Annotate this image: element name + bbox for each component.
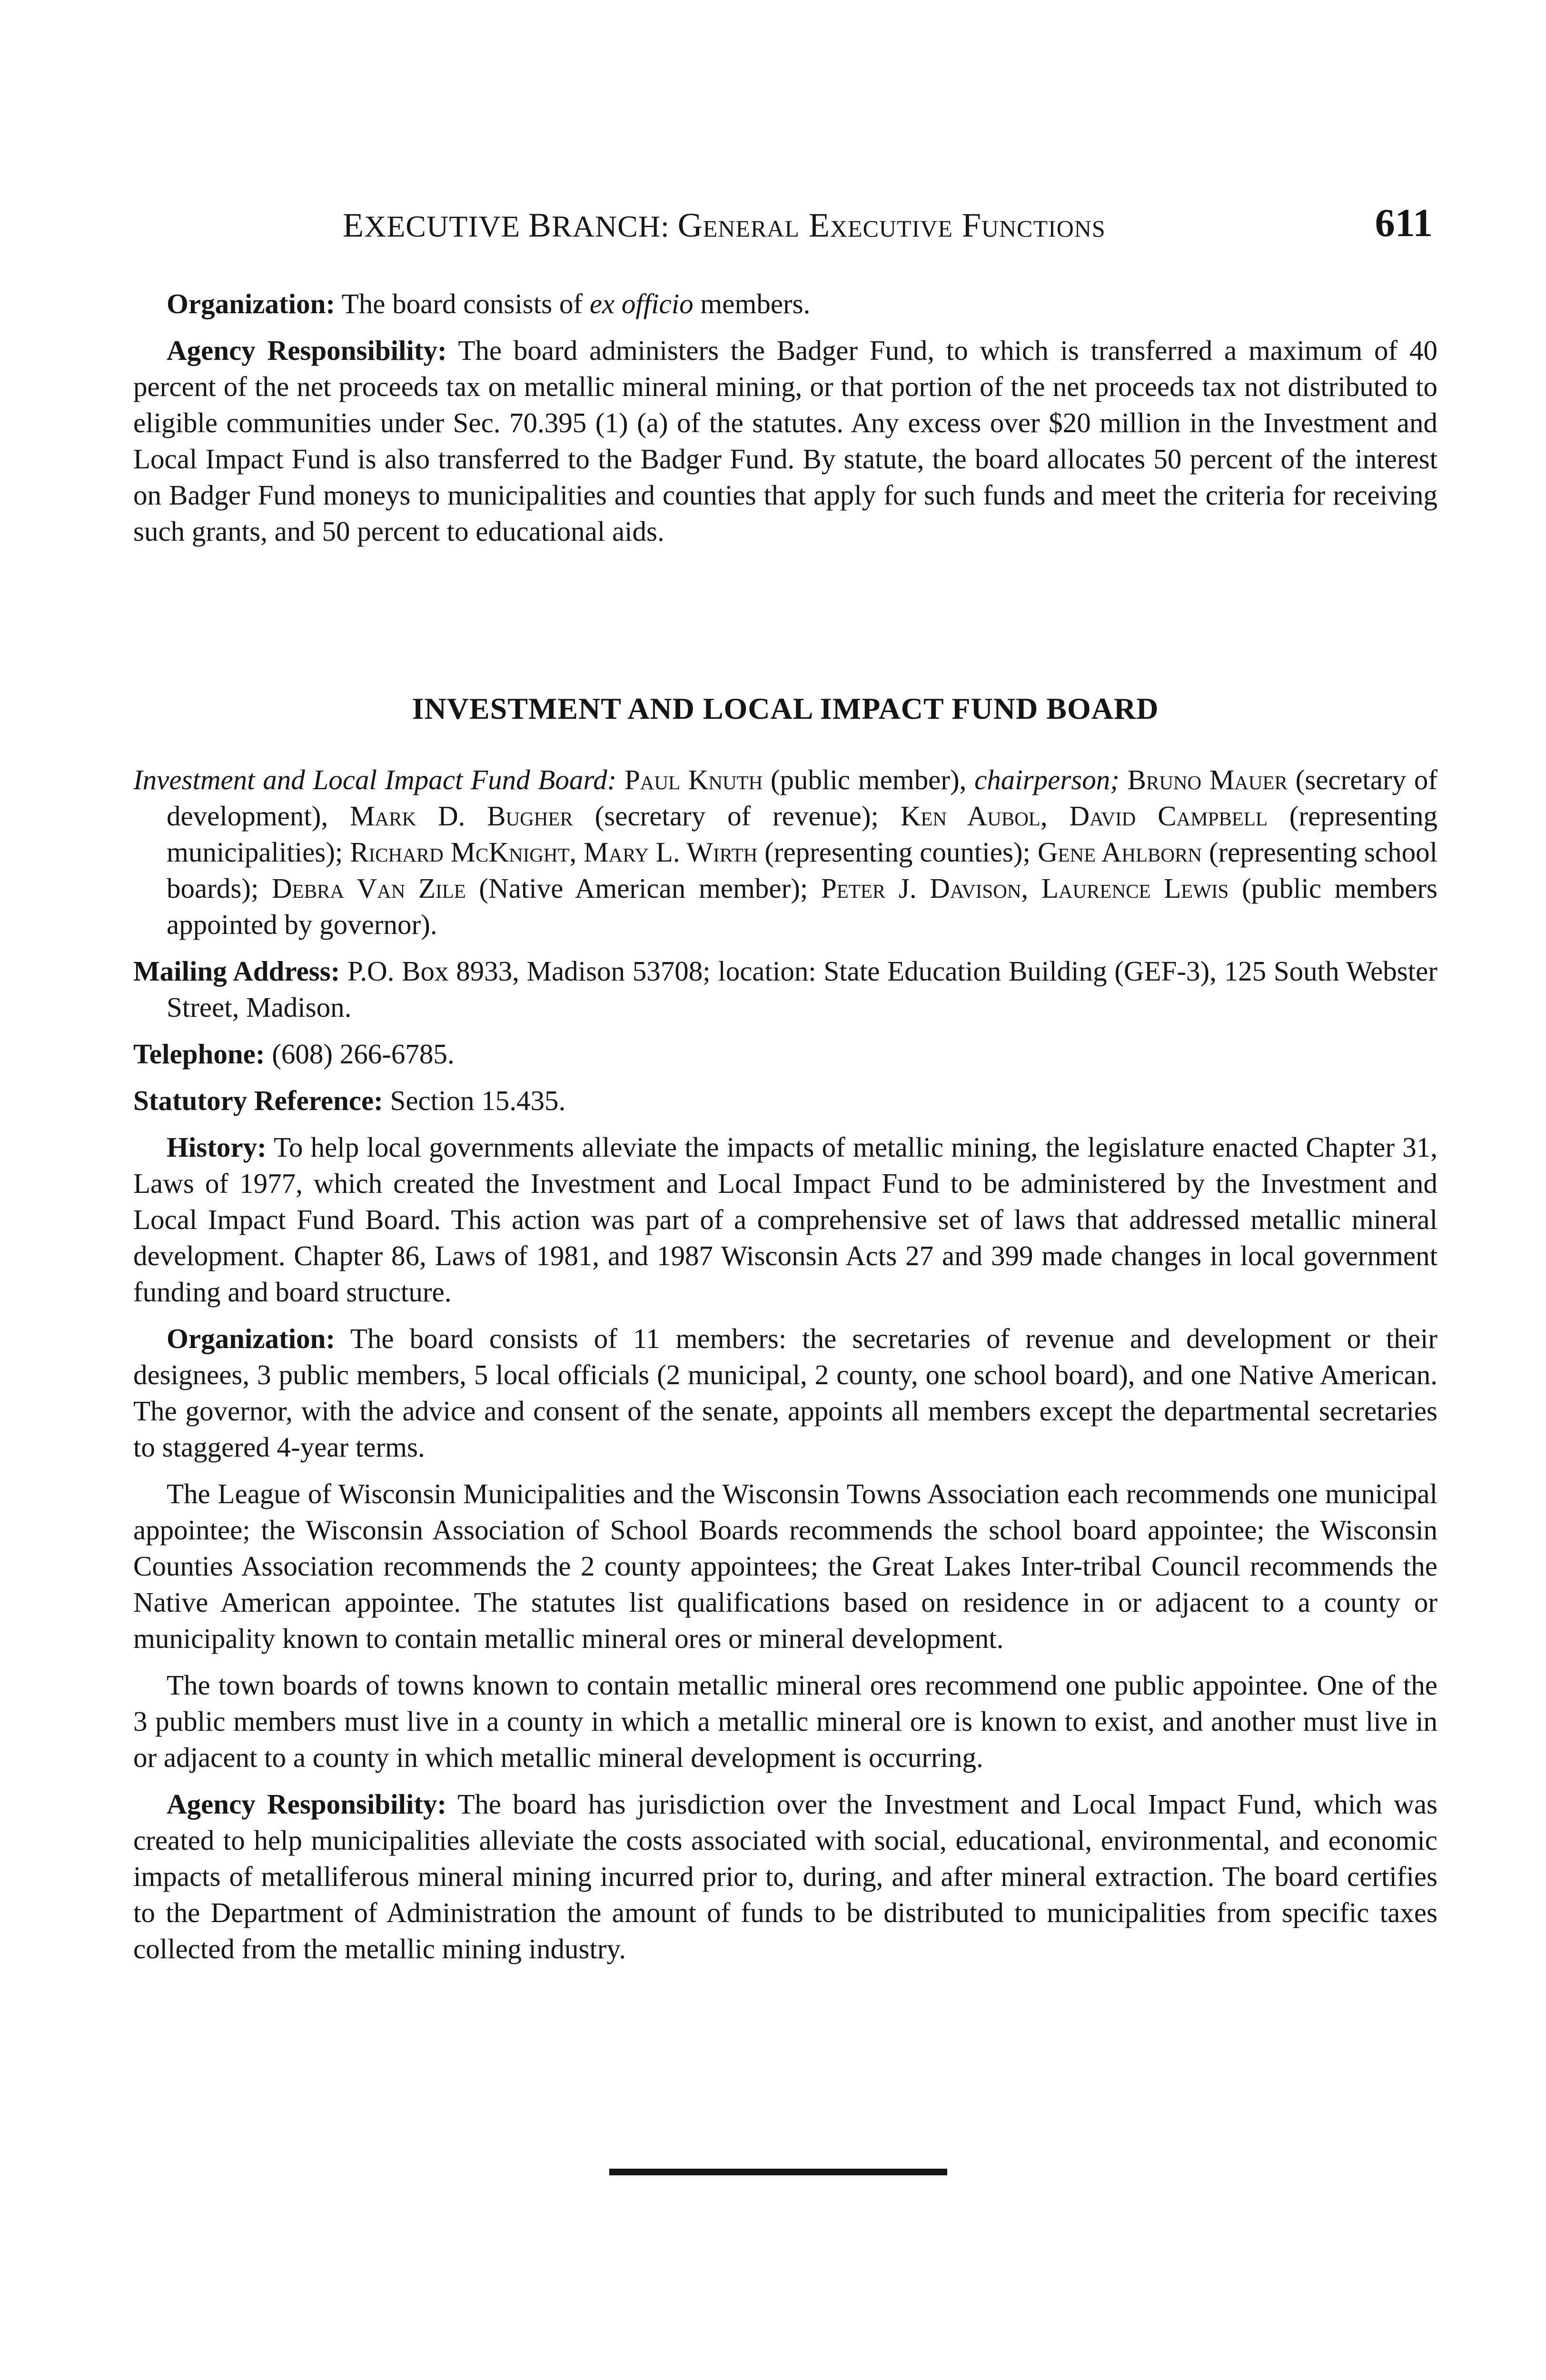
running-head-section	[343, 206, 1106, 245]
member-2-role: (secretary of development),	[167, 764, 1437, 832]
member-1-role: (public member),	[763, 764, 975, 795]
agency-responsibility-text: The board has jurisdiction over the Investment and Local Impact Fund, which was created to help municipalities alleviate the costs associated with social, educational, environmental, and economic impacts of metalliferous mineral mining incurred prior to, during, and after mineral extraction. The board certifies to the Department of Administration the amount of funds to be distributed to municipalities from specific taxes collected from the metallic mining industry.	[133, 1788, 1437, 1964]
member-8-role: (public members appointed by governor).	[167, 873, 1438, 940]
page-number: 611	[1375, 201, 1433, 245]
member-7-role: (Native American member);	[466, 873, 821, 904]
badger-organization-paragraph	[133, 286, 1437, 322]
badger-board-section	[133, 286, 1437, 560]
member-8-name: Peter J. Davison, Laurence Lewis	[821, 873, 1229, 904]
telephone-text: (608) 266-6785.	[272, 1038, 455, 1070]
history-paragraph	[133, 1129, 1437, 1310]
statutory-reference-text: Section 15.435.	[390, 1085, 566, 1116]
section-small-1: XECUTIVE	[364, 209, 528, 243]
telephone-label: Telephone:	[133, 1038, 265, 1070]
section-end-rule	[609, 2169, 947, 2175]
section-cap-1: E	[343, 206, 364, 244]
badger-responsibility-text: The board administers the Badger Fund, to which is transferred a maximum of 40 percent of the net proceeds tax on metallic mineral mining, or that portion of the net proceeds tax not distributed to eligible communities under Sec. 70.395 (1) (a) of the statutes. Any excess over $20 million in the Investment and Local Impact Fund is also transferred to the Badger Fund. By statute, the board allocates 50 percent of the interest on Badger Fund moneys to municipalities and counties that apply for such funds and meet the criteria for receiving such grants, and 50 percent to educational aids.	[133, 335, 1437, 547]
member-6-role: (representing school boards);	[167, 836, 1437, 904]
history-label: History:	[167, 1131, 267, 1163]
investment-board-section	[133, 762, 1437, 1977]
statutory-reference-paragraph	[133, 1082, 1437, 1119]
member-1-title: chairperson;	[974, 764, 1120, 795]
member-2-name: Bruno Mauer	[1119, 764, 1288, 795]
badger-organization-text-italic: ex officio	[589, 288, 694, 319]
member-6-name: Gene Ahlborn	[1037, 836, 1202, 868]
member-1-name: Paul Knuth	[624, 764, 763, 795]
organization-label: Organization:	[167, 1323, 335, 1354]
organization-paragraph	[133, 1320, 1437, 1465]
member-4-role: (representing municipalities);	[167, 800, 1438, 868]
badger-organization-text-post: members.	[693, 288, 811, 319]
section-cap-2: B	[528, 206, 552, 244]
statutory-reference-label: Statutory Reference:	[133, 1085, 383, 1116]
member-5-role: (representing counties);	[757, 836, 1038, 868]
badger-responsibility-paragraph	[133, 332, 1437, 549]
telephone-paragraph	[133, 1036, 1437, 1072]
badger-responsibility-label: Agency Responsibility:	[167, 335, 447, 366]
organization-text: The board consists of 11 members: the secretaries of revenue and development or their designees, 3 public members, 5 local officials (2 municipal, 2 county, one school board), and one Native American. The governor, with the advice and consent of the senate, appoints all members except the departmental secretaries to staggered 4-year terms.	[133, 1323, 1438, 1463]
member-7-name: Debra Van Zile	[271, 873, 466, 904]
member-3-role: (secretary of revenue);	[573, 800, 901, 832]
history-text: To help local governments alleviate the impacts of metallic mining, the legislature enacted Chapter 31, Laws of 1977, which created the Investment and Local Impact Fund to be administered by the Investment and Local Impact Fund Board. This action was part of a comprehensive set of laws that addressed metallic mineral development. Chapter 86, Laws of 1981, and 1987 Wisconsin Acts 27 and 399 made changes in local government funding and board structure.	[133, 1131, 1437, 1308]
badger-organization-text-pre: The board consists of	[341, 288, 590, 319]
running-head	[133, 200, 1437, 252]
section-heading: INVESTMENT AND LOCAL IMPACT FUND BOARD	[412, 692, 1159, 725]
board-members-label: Investment and Local Impact Fund Board:	[133, 764, 617, 795]
section-small-2: RANCH:	[551, 209, 678, 243]
agency-responsibility-paragraph	[133, 1786, 1437, 1967]
league-paragraph: The League of Wisconsin Municipalities and the Wisconsin Towns Association each recommends one municipal appointee; the Wisconsin Association of School Boards recommends the school board appointee; the Wisconsin Counties Association recommends the 2 county appointees; the Great Lakes Inter-tribal Council recommends the Native American appointee. The statutes list qualifications based on residence in or adjacent to a county or municipality known to contain metallic mineral ores or mineral development.	[133, 1478, 1437, 1654]
badger-organization-label: Organization:	[167, 288, 335, 319]
agency-responsibility-label: Agency Responsibility:	[167, 1788, 447, 1820]
mailing-address-paragraph	[133, 953, 1437, 1025]
member-3-name: Mark D. Bugher	[350, 800, 573, 832]
document-page	[133, 0, 1437, 2380]
member-4-name: Ken Aubol, David Campbell	[900, 800, 1268, 832]
section-title: General Executive Functions	[677, 206, 1106, 244]
mailing-address-text: P.O. Box 8933, Madison 53708; location: State Education Building (GEF-3), 125 South Webster Street, Madison.	[167, 955, 1437, 1023]
member-5-name: Richard McKnight, Mary L. Wirth	[350, 836, 758, 868]
board-members-paragraph	[133, 762, 1437, 942]
mailing-address-label: Mailing Address:	[133, 955, 340, 987]
town-boards-paragraph: The town boards of towns known to contain metallic mineral ores recommend one public appointee. One of the 3 public members must live in a county in which a metallic mineral ore is known to exist, and another must live in or adjacent to a county in which metallic mineral development is occurring.	[133, 1669, 1437, 1773]
